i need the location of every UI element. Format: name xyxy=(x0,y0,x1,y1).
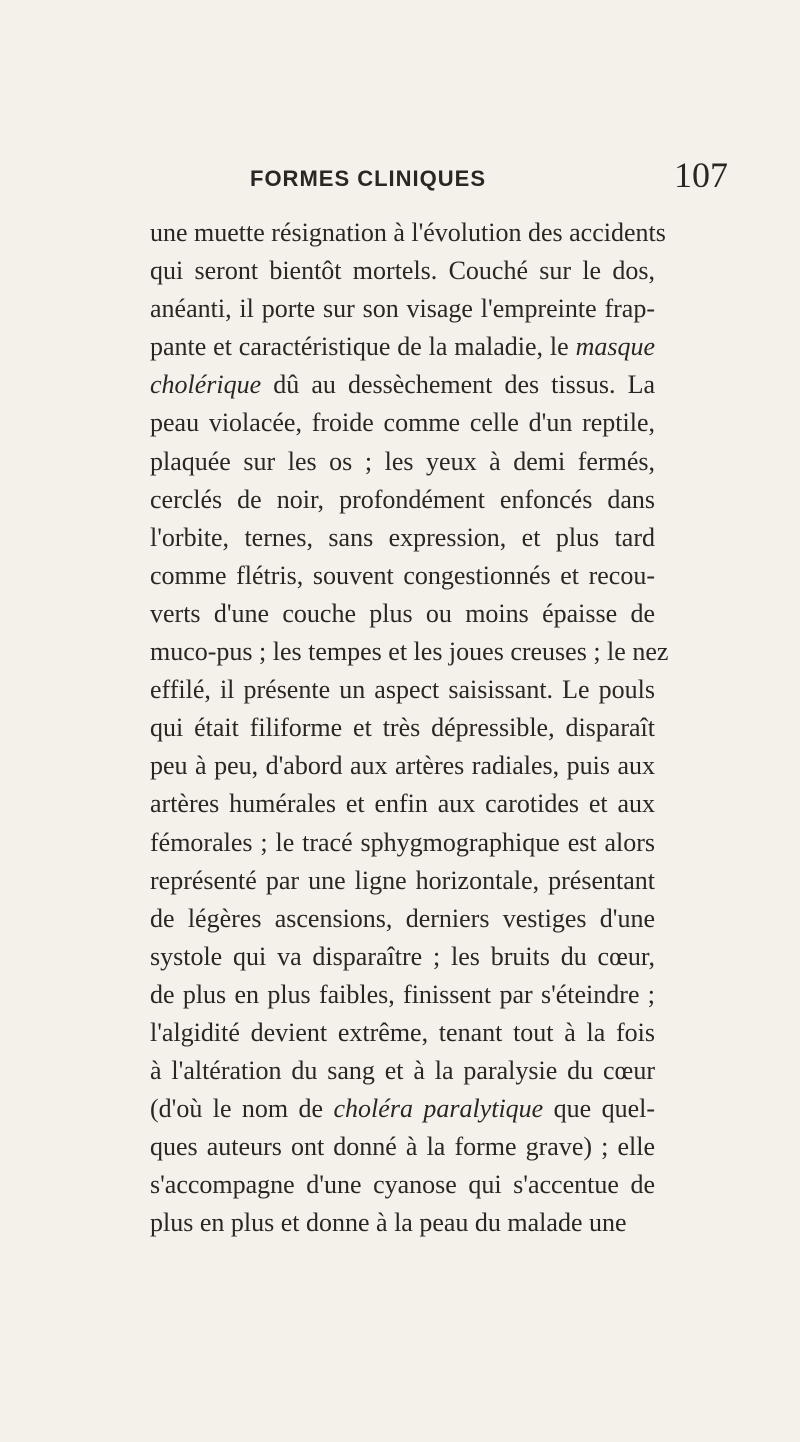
running-head: FORMES CLINIQUES xyxy=(250,166,487,191)
text-line: fémorales ; le tracé sphygmographique est alors xyxy=(150,827,655,857)
italic-term: choléra paralytique xyxy=(333,1094,544,1124)
italic-term: masque xyxy=(575,332,655,362)
text-line: systole qui va disparaître ; les bruits du cœur, xyxy=(150,941,655,971)
text-line: l'algidité devient extrême, tenant tout à la fois xyxy=(150,1017,655,1047)
text-line: effilé, il présente un aspect saisissant. Le pouls xyxy=(150,675,655,705)
text-line: s'accompagne d'une cyanose qui s'accentue de xyxy=(150,1170,655,1200)
text-line: une muette résignation à l'évolution des accidents xyxy=(150,218,666,247)
text-line: qui seront bientôt mortels. Couché sur le dos, xyxy=(150,256,655,286)
text-line: comme flétris, souvent congestionnés et recou- xyxy=(150,560,655,590)
text-line: de légères ascensions, derniers vestiges d'une xyxy=(150,903,655,933)
text-line: peau violacée, froide comme celle d'un reptile, xyxy=(150,408,655,438)
text-line: l'orbite, ternes, sans expression, et plus tard xyxy=(150,522,655,552)
text-line: anéanti, il porte sur son visage l'empreinte frap- xyxy=(150,294,655,324)
text-line: verts d'une couche plus ou moins épaisse de xyxy=(150,598,655,628)
text-line: (d'où le nom de choléra paralytique que quel- xyxy=(150,1094,655,1124)
text-line: plus en plus et donne à la peau du malade une xyxy=(150,1208,627,1238)
text-line: plaquée sur les os ; les yeux à demi fermés, xyxy=(150,446,655,476)
text-line: peu à peu, d'abord aux artères radiales, puis aux xyxy=(150,751,655,781)
text-line: cholérique dû au dessèchement des tissus. La xyxy=(150,370,655,400)
body-text xyxy=(150,214,669,1243)
text-line: ques auteurs ont donné à la forme grave) ; elle xyxy=(150,1132,655,1162)
text-line: pante et caractéristique de la maladie, le masque xyxy=(150,332,655,362)
italic-term: cholérique xyxy=(150,370,262,400)
page-number: 107 xyxy=(674,155,728,195)
text-line: qui était filiforme et très dépressible, disparaît xyxy=(150,713,655,743)
text-line: de plus en plus faibles, finissent par s'éteindre ; xyxy=(150,979,655,1009)
text-line: muco-pus ; les tempes et les joues creuses ; le nez xyxy=(150,637,669,667)
text-line: représenté par une ligne horizontale, présentant xyxy=(150,865,655,895)
text-line: cerclés de noir, profondément enfoncés dans xyxy=(150,484,655,514)
text-line: artères humérales et enfin aux carotides et aux xyxy=(150,789,655,819)
text-line: à l'altération du sang et à la paralysie du cœur xyxy=(150,1056,655,1086)
